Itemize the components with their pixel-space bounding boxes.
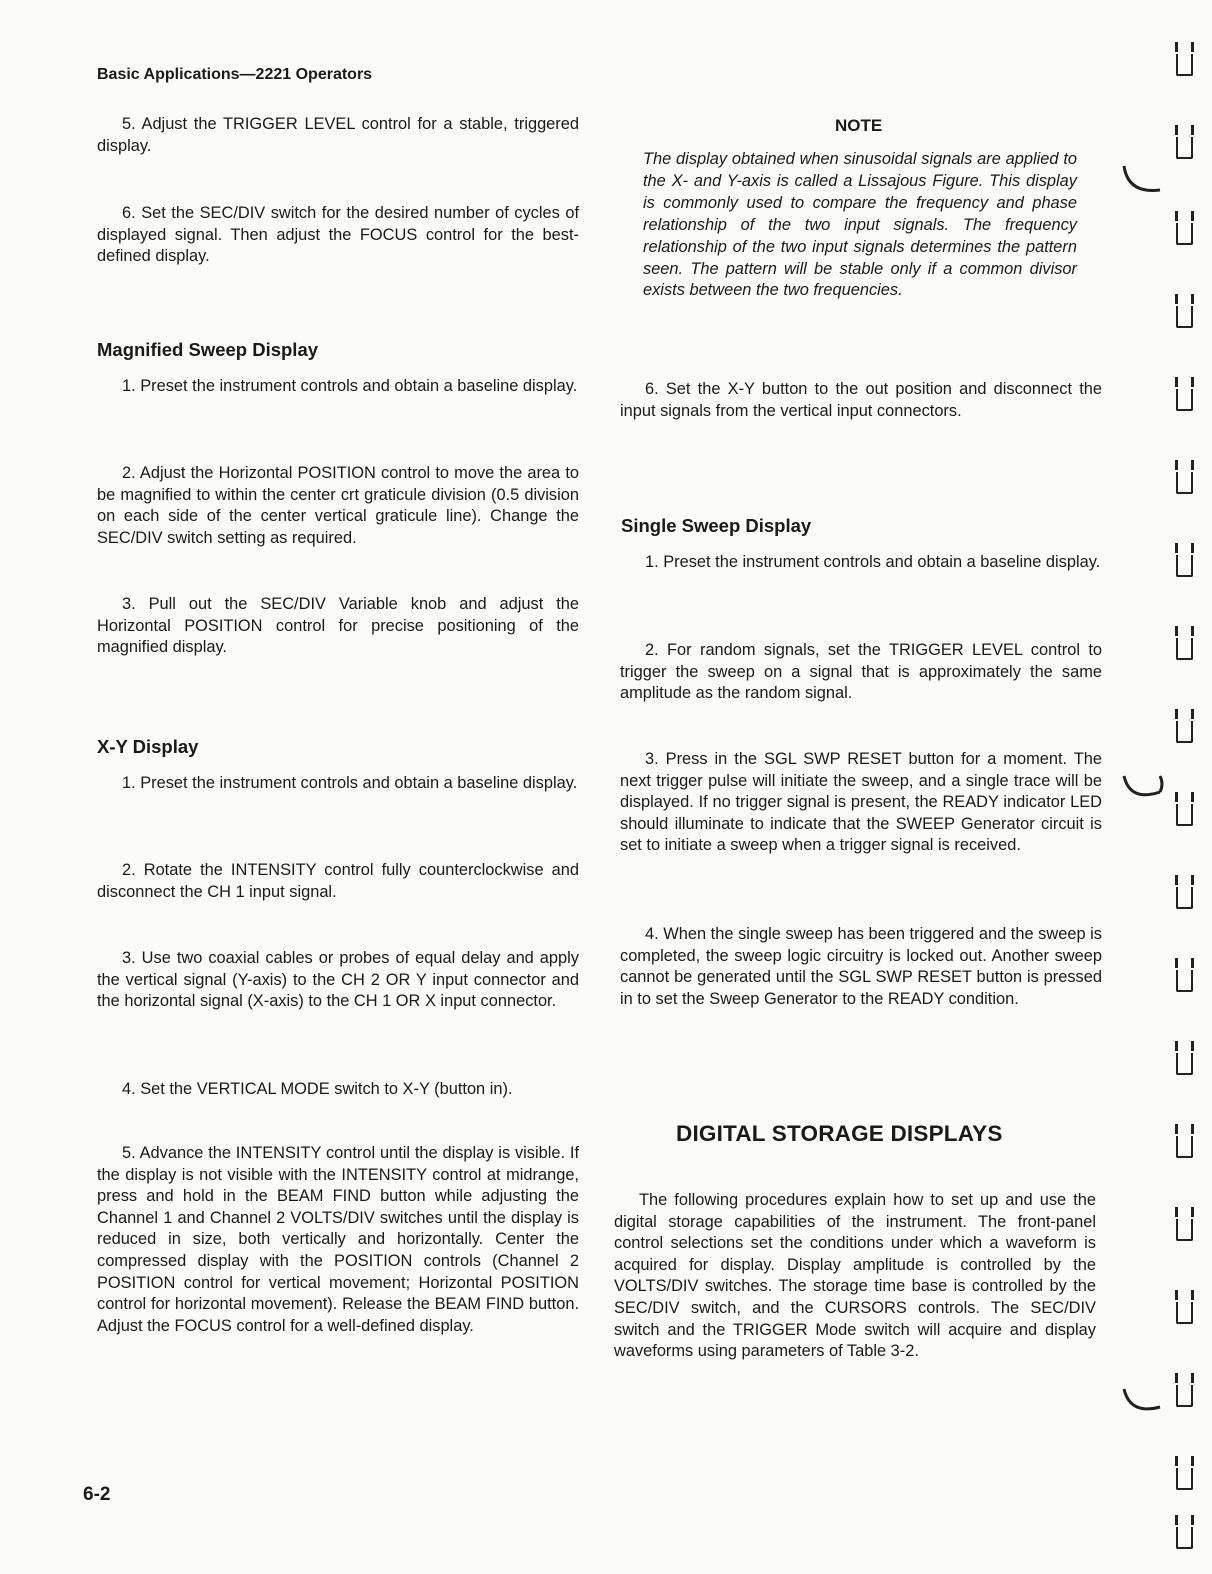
binder-hole (1176, 223, 1193, 245)
binder-hole (1176, 1219, 1193, 1241)
running-header: Basic Applications—2221 Operators (97, 66, 373, 83)
binder-hole (1176, 1053, 1193, 1075)
binder-hole (1176, 306, 1193, 328)
magnified-step-2: 2. Adjust the Horizontal POSITION control to move the area to be magnified to within the center crt graticule division (0.5 division on each side of the center vertical graticule line). Change the SEC/DIV switch setting as required. (97, 464, 579, 547)
ring-curve-icon (1120, 770, 1164, 810)
binder-hole (1176, 1527, 1193, 1549)
magnified-step-1: 1. Preset the instrument controls and obtain a baseline display. (122, 377, 578, 395)
xy-step-5: 5. Advance the INTENSITY control until the display is visible. If the display is not visible with the INTENSITY control at midrange, press and hold in the BEAM FIND button while adjusting the Channel 1 and Channel 2 VOLTS/DIV switches until the display is reduced in size, both vertically and horizontally. Center the compressed display with the POSITION controls (Channel 2 POSITION control for vertical movement; Horizontal POSITION control for horizontal movement). Release the BEAM FIND button. Adjust the FOCUS control for a well-defined display. (97, 1144, 579, 1335)
xy-step-3: 3. Use two coaxial cables or probes of equal delay and apply the vertical signal (Y-axis) to the CH 2 OR Y input connector and the horizontal signal (X-axis) to the CH 1 OR X input connector. (97, 949, 579, 1011)
ring-curve-icon (1120, 160, 1164, 200)
xy-step-4: 4. Set the VERTICAL MODE switch to X-Y (button in). (122, 1080, 513, 1098)
binder-hole (1176, 887, 1193, 909)
xy-step-1: 1. Preset the instrument controls and obtain a baseline display. (122, 774, 578, 792)
binder-hole (1176, 137, 1193, 159)
binder-hole (1176, 1385, 1193, 1407)
magnified-step-3: 3. Pull out the SEC/DIV Variable knob and adjust the Horizontal POSITION control for precise positioning of the magnified display. (97, 595, 579, 657)
binder-hole (1176, 638, 1193, 660)
single-step-1: 1. Preset the instrument controls and obtain a baseline display. (645, 553, 1101, 571)
single-step-3: 3. Press in the SGL SWP RESET button for a moment. The next trigger pulse will initiate the sweep, and a single trace will be displayed. If no trigger signal is present, the READY indicator LED should illuminate to indicate that the SWEEP Generator circuit is set to initiate a sweep when a trigger signal is received. (620, 750, 1102, 855)
binder-hole (1176, 54, 1193, 76)
ring-curve-icon (1120, 1383, 1164, 1423)
binder-hole (1176, 389, 1193, 411)
heading-single-sweep: Single Sweep Display (621, 515, 812, 536)
heading-xy-display: X-Y Display (97, 736, 199, 757)
note-text: The display obtained when sinusoidal signals are applied to the X- and Y-axis is called a Lissajous Figure. This display is commonly used to compare the frequency and phase relationship of the two input signals. The frequency relationship of the two input signals determines the pattern seen. The pattern will be stable only if a common divisor exists between the two frequencies. (643, 150, 1077, 300)
heading-digital-storage: DIGITAL STORAGE DISPLAYS (676, 1121, 1003, 1146)
single-step-4: 4. When the single sweep has been triggered and the sweep is completed, the sweep logic circuitry is locked out. Another sweep cannot be generated until the SGL SWP RESET button is pressed in to set the Sweep Generator to the READY condition. (620, 925, 1102, 1008)
binder-hole (1176, 555, 1193, 577)
digital-storage-text: The following procedures explain how to set up and use the digital storage capabilities of the instrument. The front-panel control selections set the conditions under which a waveform is acquired for display. Display amplitude is controlled by the VOLTS/DIV switches. The storage time base is controlled by the SEC/DIV switch, and the CURSORS controls. The SEC/DIV switch and the TRIGGER Mode switch will acquire and display waveforms using parameters of Table 3-2. (614, 1191, 1096, 1361)
binder-hole (1176, 1302, 1193, 1324)
note-title: NOTE (835, 116, 883, 135)
binder-hole (1176, 472, 1193, 494)
binder-hole (1176, 804, 1193, 826)
single-step-2: 2. For random signals, set the TRIGGER LEVEL control to trigger the sweep on a signal that is approximately the same amplitude as the random signal. (620, 641, 1102, 703)
step-sec-div: 6. Set the SEC/DIV switch for the desired number of cycles of displayed signal. Then adjust the FOCUS control for the best-defined display. (97, 204, 579, 266)
xy-step-6: 6. Set the X-Y button to the out position and disconnect the input signals from the vertical input connectors. (620, 380, 1102, 420)
page-number: 6-2 (83, 1484, 111, 1505)
binder-hole (1176, 970, 1193, 992)
binder-hole (1176, 1468, 1193, 1490)
step-trigger-level: 5. Adjust the TRIGGER LEVEL control for a stable, triggered display. (97, 115, 579, 155)
binder-hole (1176, 1136, 1193, 1158)
xy-step-2: 2. Rotate the INTENSITY control fully counterclockwise and disconnect the CH 1 input signal. (97, 861, 579, 901)
heading-magnified-sweep: Magnified Sweep Display (97, 339, 319, 360)
binder-hole (1176, 721, 1193, 743)
